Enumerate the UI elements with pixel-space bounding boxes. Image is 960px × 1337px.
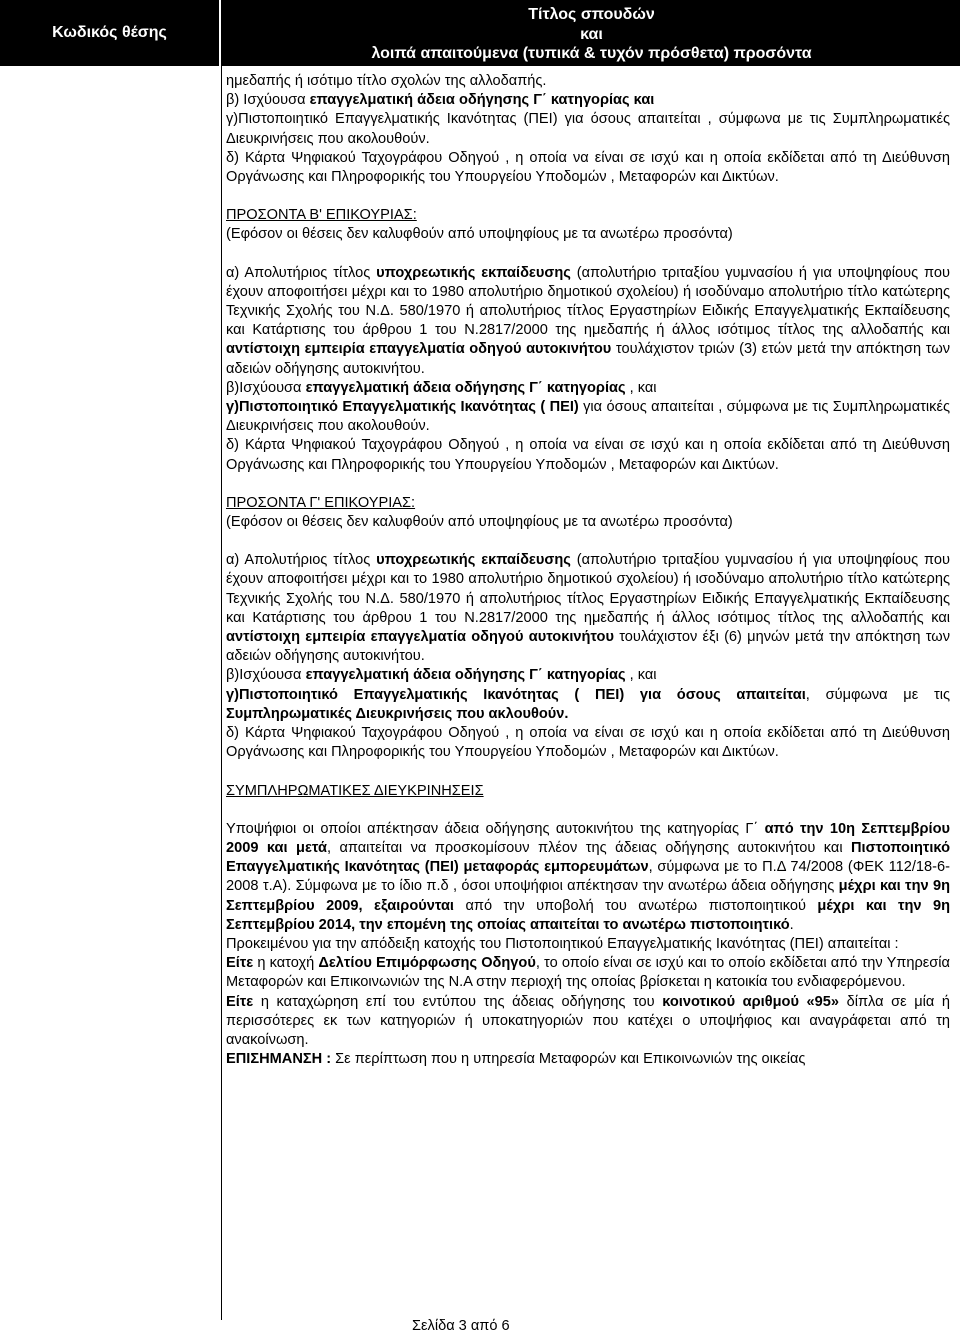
qualifications-header-line2: και [580,25,603,43]
section-c-note: (Εφόσον οι θέσεις δεν καλυφθούν από υποψηφίους με τα ανωτέρω προσόντα) [226,514,733,531]
clarification-paragraph-4: Είτε η καταχώρηση επί του εντύπου της άδειας οδήγησης του κοινοτικού αριθμού «95» δίπλα σε μία ή περισσότερες εκ των κατηγοριών ή υποκατηγοριών που κατέχει ο υποψήφιος και αναγράφεται από τη ανακοίνωση. [226,993,950,1048]
qualifications-header [223,5,960,64]
qualifications-header-line1: Τίτλος σπουδών [528,6,655,23]
section-c-title: ΠΡΟΣΟΝΤΑ Γ' ΕΠΙΚΟΥΡΙΑΣ: [226,494,416,511]
top-item-d: δ) Κάρτα Ψηφιακού Ταχογράφου Οδηγού , η οποία να είναι σε ισχύ και η οποία εκδίδεται από τη Διεύθυνση Οργάνωσης και Πληροφορικής του Υπουργείου Υποδομών , Μεταφορών και Δικτύων. [226,149,950,186]
section-b-note: (Εφόσον οι θέσεις δεν καλυφθούν από υποψηφίους με τα ανωτέρω προσόντα) [226,226,733,243]
section-c-item-d: δ) Κάρτα Ψηφιακού Ταχογράφου Οδηγού , η οποία να είναι σε ισχύ και η οποία εκδίδεται από τη Διεύθυνση Οργάνωσης και Πληροφορικής του Υπουργείου Υποδομών , Μεταφορών και Δικτύων. [226,725,950,761]
section-b-item-b: β)Ισχύουσα επαγγελματική άδεια οδήγησης Γ΄ κατηγορίας , και [226,379,657,396]
qualifications-header-line3: λοιπά απαιτούμενα (τυπικά & τυχόν πρόσθετα) προσόντα [371,45,812,62]
section-c-item-b: β)Ισχύουσα επαγγελματική άδεια οδήγησης Γ΄ κατηγορίας , και [226,667,657,684]
section-c-item-g: γ)Πιστοποιητικό Επαγγελματικής Ικανότητας ( ΠΕΙ) για όσους απαιτείται, σύμφωνα με τις Συμπληρωματικές Διευκρινήσεις που ακλουθούν. [226,686,950,722]
section-c-item-a: α) Απολυτήριος τίτλος υποχρεωτικής εκπαίδευσης (απολυτήριο τριταξίου γυμνασίου ή για υποψηφίους που έχουν αποφοιτήσει μέχρι και το 1980 απολυτήριο δημοτικού σχολείου) ή ισοδύναμο απολυτήριο τίτλο κατώτερης Τεχνικής Σχολής του Ν.Δ. 580/1970 ή απολυτήριος τίτλος Εργαστηρίων Ειδικής Επαγγελματικής Εκπαίδευσης και Κατάρτισης του άρθρου 1 του Ν.2817/2000 της ημεδαπής ή άλλος ισότιμος τίτλος της αλλοδαπής και αντίστοιχη εμπειρία επαγγελματία οδηγού αυτοκινήτου τουλάχιστον έξι (6) μηνών μετά την απόκτηση των αδειών οδήγησης αυτοκινήτου. [226,552,951,665]
clarification-paragraph-1: Υποψήφιοι οι οποίοι απέκτησαν άδεια οδήγησης αυτοκινήτου της κατηγορίας Γ΄ από την 10η Σεπτεμβρίου 2009 και μετά, απαιτείται να προσκομίσουν πλέον της άδειας οδήγησης αυτοκινήτου και Πιστοποιητικό Επαγγελματικής Ικανότητας (ΠΕΙ) μεταφοράς εμπορευμάτων, σύμφωνα με το Π.Δ 74/2008 (ΦΕΚ 112/18-6-2008 τ.Α). Σύμφωνα με το ίδιο π.δ , όσοι υποψήφιοι απέκτησαν την ανωτέρω άδεια οδήγησης μέχρι και την 9η Σεπτεμβρίου 2009, εξαιρούνται από την υποβολή του ανωτέρω πιστοποιητικού μέχρι και την 9η Σεπτεμβρίου 2014, την επομένη της οποίας απαιτείται το ανωτέρω πιστοποιητικό. [226,820,950,933]
top-item-g: γ)Πιστοποιητικό Επαγγελματικής Ικανότητας (ΠΕΙ) για όσους απαιτείται , σύμφωνα με τις Συμπληρωματικές Διευκρινήσεις που ακολουθούν. [226,111,950,147]
section-b-title: ΠΡΟΣΟΝΤΑ Β' ΕΠΙΚΟΥΡΙΑΣ: [226,207,417,224]
top-item-b: β) Ισχύουσα επαγγελματική άδεια οδήγησης Γ΄ κατηγορίας και [226,92,655,109]
section-b-item-g: γ)Πιστοποιητικό Επαγγελματικής Ικανότητας ( ΠΕΙ) για όσους απαιτείται , σύμφωνα με τις Συμπληρωματικές Διευκρινήσεις που ακολουθούν. [226,399,950,435]
qualifications-body [226,72,950,1069]
clarification-paragraph-2: Προκειμένου για την απόδειξη κατοχής του Πιστοποιητικού Επαγγελματικής Ικανότητας (ΠΕΙ) απαιτείται : [226,935,899,952]
table-header [0,0,960,66]
section-b-item-a: α) Απολυτήριος τίτλος υποχρεωτικής εκπαίδευσης (απολυτήριο τριταξίου γυμνασίου ή για υποψηφίους που έχουν αποφοιτήσει μέχρι και το 1980 απολυτήριο δημοτικού σχολείου) ή ισοδύναμο απολυτήριο τίτλο κατώτερης Τεχνικής Σχολής του Ν.Δ. 580/1970 ή απολυτήριος τίτλος Εργαστηρίων Ειδικής Επαγγελματικής Εκπαίδευσης και Κατάρτισης του άρθρου 1 του Ν.2817/2000 της ημεδαπής ή άλλος ισότιμος τίτλος της αλλοδαπής και αντίστοιχη εμπειρία επαγγελματία οδηγού αυτοκινήτου τουλάχιστον τριών (3) ετών μετά την απόκτηση των αδειών οδήγησης αυτοκινήτου. [226,264,951,377]
page-number: Σελίδα 3 από 6 [412,1318,510,1334]
section-b-item-d: δ) Κάρτα Ψηφιακού Ταχογράφου Οδηγού , η οποία να είναι σε ισχύ και η οποία εκδίδεται από τη Διεύθυνση Οργάνωσης και Πληροφορικής του Υπουργείου Υποδομών , Μεταφορών και Δικτύων. [226,437,950,473]
top-line-1: ημεδαπής ή ισότιμο τίτλο σχολών της αλλοδαπής. [226,73,547,89]
column-divider [221,66,222,1320]
position-code-header: Κωδικός θέσης [0,0,221,66]
clarifications-title: ΣΥΜΠΛΗΡΩΜΑΤΙΚΕΣ ΔΙΕΥΚΡΙΝΗΣΕΙΣ [226,782,484,799]
clarification-paragraph-3: Είτε η κατοχή Δελτίου Επιμόρφωσης Οδηγού, το οποίο είναι σε ισχύ και το οποίο εκδίδεται από την Υπηρεσία Μεταφορών και Επικοινωνιών της Ν.Α στην περιοχή της οποίας βρίσκεται η κατοικία του ενδιαφερόμενου. [226,955,950,991]
clarification-paragraph-5: ΕΠΙΣΗΜΑΝΣΗ : Σε περίπτωση που η υπηρεσία Μεταφορών και Επικοινωνιών της οικείας [226,1051,806,1068]
